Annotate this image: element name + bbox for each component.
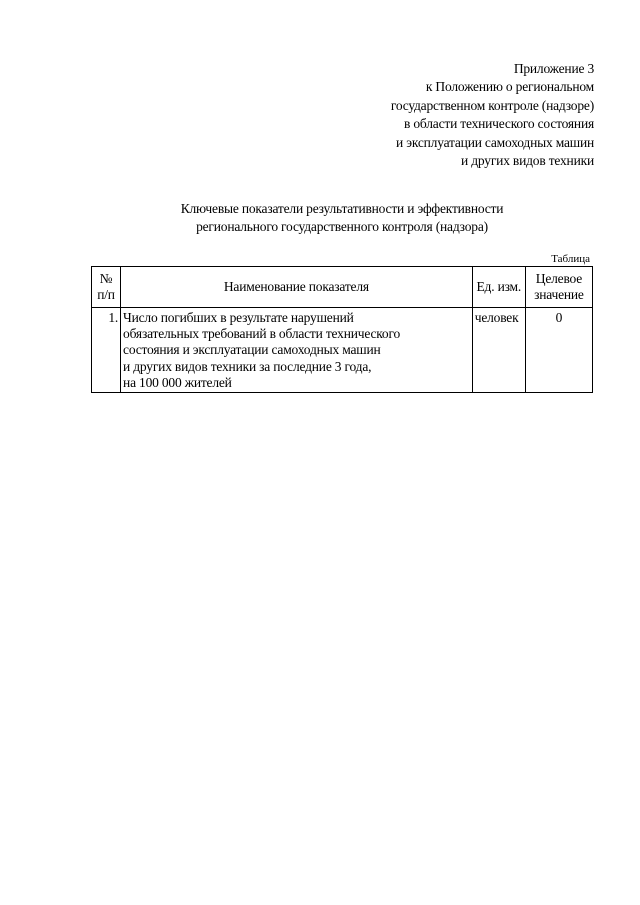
header-target-line2: значение [534,287,584,302]
header-num [92,267,121,308]
header-unit: Ед. изм. [472,267,525,308]
appendix-line: государственном контроле (надзоре) [390,97,594,113]
header-num-line2: п/п [97,287,115,302]
appendix-line: к Положению о региональном [425,79,594,95]
document-title [0,200,640,237]
row-name [121,308,473,393]
row-name-line: обязательных требований в области технического [123,326,401,342]
row-name-line: состояния и эксплуатации самоходных машин [123,342,381,358]
table-header-row [92,267,593,308]
appendix-line: Приложение 3 [513,61,594,76]
row-name-line: Число погибших в результате нарушений [123,310,354,325]
table-caption: Таблица [551,253,590,265]
header-num-line1: № [99,270,113,286]
appendix-line: в области технического состояния [404,116,594,132]
row-unit: человек [472,308,525,393]
header-target [525,267,592,308]
indicators-table [91,266,593,393]
row-num: 1. [92,308,121,393]
row-target: 0 [525,308,592,393]
appendix-line: и эксплуатации самоходных машин [396,134,594,150]
header-name: Наименование показателя [121,267,473,308]
appendix-header [391,60,594,170]
row-name-line: на 100 000 жителей [123,374,232,390]
table-row [92,308,593,393]
appendix-line: и других видов техники [461,153,594,169]
title-line: Ключевые показатели результативности и эффективности [180,201,504,216]
header-target-line1: Целевое [535,270,583,286]
row-name-line: и других видов техники за последние 3 года, [123,358,372,374]
title-line: регионального государственного контроля (надзора) [196,219,488,235]
